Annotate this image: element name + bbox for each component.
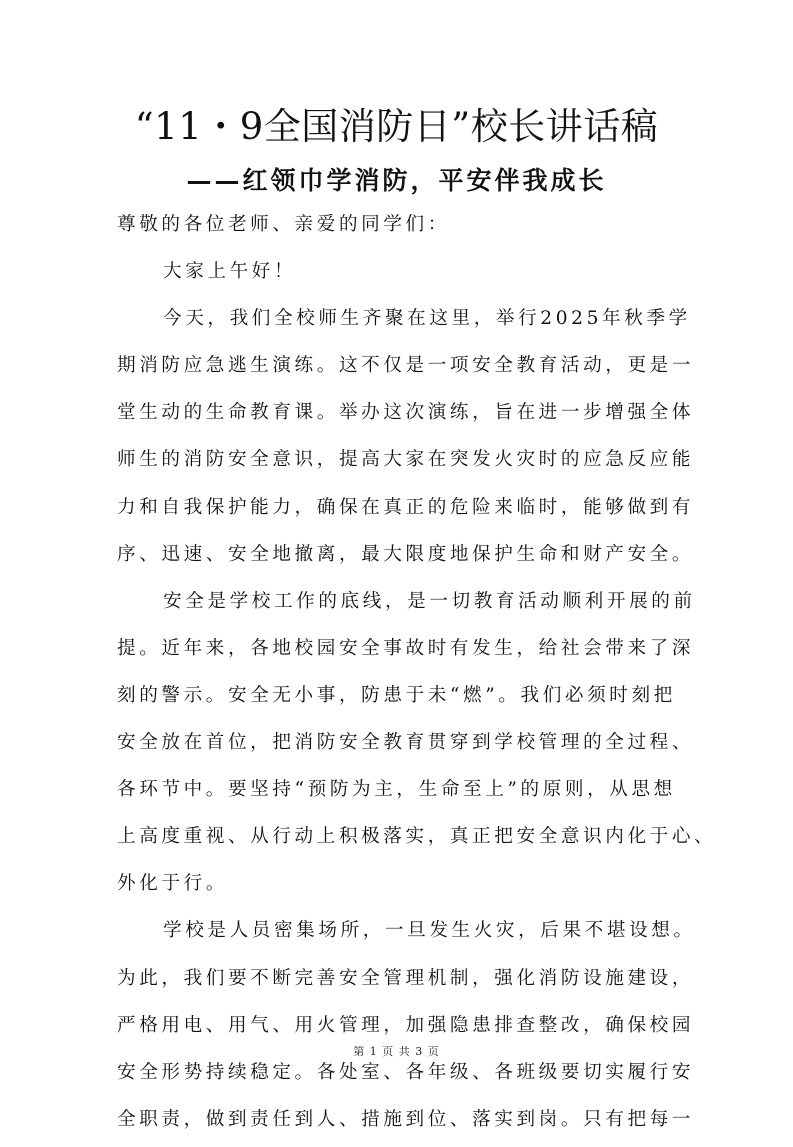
- body-line: 安全形势持续稳定。各处室、各年级、各班级要切实履行安: [117, 1061, 695, 1083]
- body-line: 师生的消防安全意识，提高大家在突发火灾时的应急反应能: [117, 449, 695, 471]
- body-line: 全职责，做到责任到人、措施到位、落实到岗。只有把每一: [117, 1108, 695, 1130]
- body-line: 序、迅速、安全地撤离，最大限度地保护生命和财产安全。: [117, 543, 695, 565]
- body-line: 安全是学校工作的底线，是一切教育活动顺利开展的前: [163, 590, 696, 612]
- body-line: 各环节中。要坚持“预防为主，生命至上”的原则，从思想: [117, 779, 676, 801]
- document-title: “11・9全国消防日”校长讲话稿: [134, 105, 659, 148]
- body-line: 刻的警示。安全无小事，防患于未“燃”。我们必须时刻把: [117, 684, 676, 706]
- document-body: [117, 205, 717, 1147]
- body-line: 上高度重视、从行动上积极落实，真正把安全意识内化于心、: [117, 826, 717, 848]
- body-line: 尊敬的各位老师、亲爱的同学们：: [117, 214, 450, 235]
- body-line: 为此，我们要不断完善安全管理机制，强化消防设施建设，: [117, 967, 695, 989]
- document-subtitle: ——红领巾学消防，平安伴我成长: [186, 166, 607, 195]
- body-line: 堂生动的生命教育课。举办这次演练，旨在进一步增强全体: [117, 402, 695, 424]
- body-line: 外化于行。: [117, 873, 228, 895]
- body-line: 期消防应急逃生演练。这不仅是一项安全教育活动，更是一: [117, 355, 695, 377]
- body-line: 学校是人员密集场所，一旦发生火灾，后果不堪设想。: [163, 920, 696, 942]
- body-line: 提。近年来，各地校园安全事故时有发生，给社会带来了深: [117, 637, 695, 659]
- body-line: 严格用电、用气、用火管理，加强隐患排查整改，确保校园: [117, 1014, 695, 1036]
- body-line: 安全放在首位，把消防安全教育贯穿到学校管理的全过程、: [117, 732, 695, 754]
- body-line: 今天，我们全校师生齐聚在这里，举行2025年秋季学: [163, 308, 691, 330]
- page-number-footer: 第 1 页 共 3 页: [353, 1045, 440, 1058]
- body-line: 力和自我保护能力，确保在真正的危险来临时，能够做到有: [117, 496, 695, 518]
- body-line: 大家上午好！: [163, 261, 297, 283]
